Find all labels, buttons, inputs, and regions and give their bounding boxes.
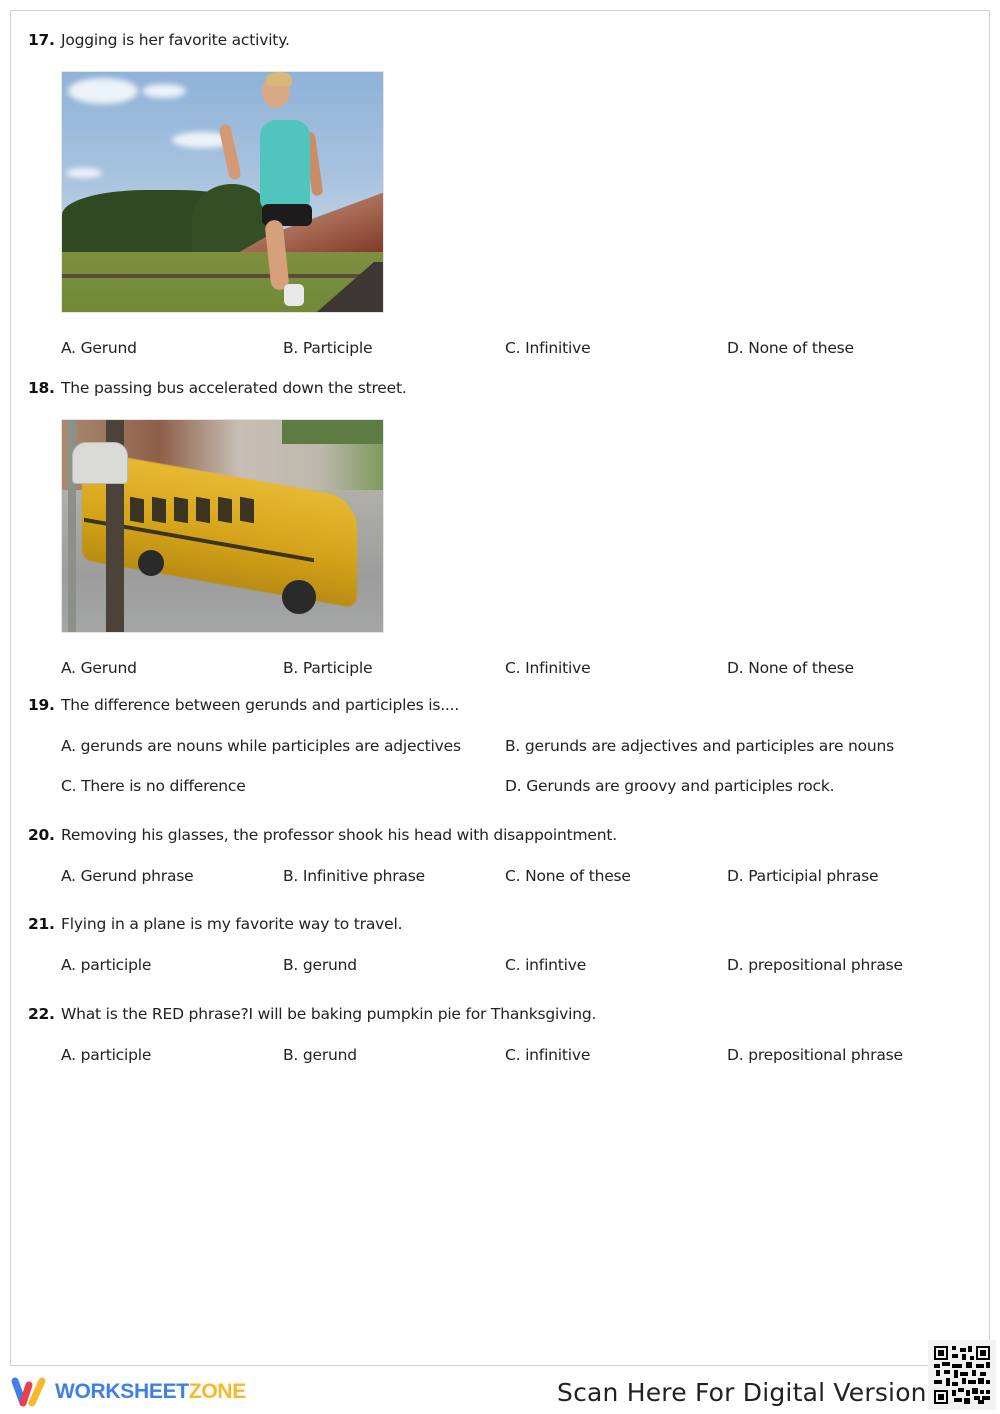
school-bus-photo [61,419,384,633]
option-a[interactable]: A. gerunds are nouns while participles are adjectives [61,737,461,755]
worksheetzone-logo[interactable] [10,1376,246,1408]
question-number: 21. [28,915,55,933]
option-b[interactable]: B. Infinitive phrase [283,867,425,885]
question-number: 19. [28,696,55,714]
option-c[interactable]: C. Infinitive [505,659,591,677]
option-d[interactable]: D. Participial phrase [727,867,879,885]
answer-options [61,1046,978,1070]
option-d[interactable]: D. None of these [727,339,854,357]
question-text: What is the RED phrase?I will be baking pumpkin pie for Thanksgiving. [61,1005,597,1023]
question-20 [28,826,978,885]
option-a[interactable]: A. Gerund phrase [61,867,194,885]
option-a[interactable]: A. Gerund [61,659,137,677]
question-text: The passing bus accelerated down the street. [61,379,407,397]
answer-options-row1 [61,737,978,761]
option-c[interactable]: C. There is no difference [61,777,246,795]
question-number: 18. [28,379,55,397]
scan-here-label: Scan Here For Digital Version [557,1378,927,1407]
answer-options [61,956,978,980]
worksheet-page [10,10,990,1366]
question-number: 17. [28,31,55,49]
logo-wordmark: WORKSHEETZONE [55,1380,246,1403]
answer-options-row2 [61,777,978,801]
option-a[interactable]: A. participle [61,956,152,974]
option-a[interactable]: A. participle [61,1046,152,1064]
option-a[interactable]: A. Gerund [61,339,137,357]
option-b[interactable]: B. Participle [283,659,373,677]
option-d[interactable]: D. prepositional phrase [727,1046,903,1064]
option-b[interactable]: B. Participle [283,339,373,357]
option-b[interactable]: B. gerund [283,956,357,974]
question-17 [28,31,978,357]
question-number: 20. [28,826,55,844]
option-c[interactable]: C. Infinitive [505,339,591,357]
question-21 [28,915,978,974]
question-text: Flying in a plane is my favorite way to travel. [61,915,403,933]
question-18 [28,379,978,677]
option-d[interactable]: D. Gerunds are groovy and participles rock. [505,777,835,795]
worksheetzone-logo-icon [10,1376,50,1408]
qr-code-icon[interactable] [928,1340,996,1410]
question-22 [28,1005,978,1064]
option-b[interactable]: B. gerund [283,1046,357,1064]
question-text: Jogging is her favorite activity. [61,31,290,49]
option-c[interactable]: C. None of these [505,867,631,885]
option-c[interactable]: C. infinitive [505,1046,591,1064]
option-d[interactable]: D. None of these [727,659,854,677]
question-number: 22. [28,1005,55,1023]
woman-jogging-photo [61,71,384,313]
question-text: The difference between gerunds and participles is.... [61,696,460,714]
answer-options [61,867,978,891]
option-d[interactable]: D. prepositional phrase [727,956,903,974]
question-text: Removing his glasses, the professor shook his head with disappointment. [61,826,617,844]
option-c[interactable]: C. infintive [505,956,587,974]
question-19 [28,696,978,795]
option-b[interactable]: B. gerunds are adjectives and participles are nouns [505,737,895,755]
answer-options [61,339,978,363]
answer-options [61,659,978,683]
